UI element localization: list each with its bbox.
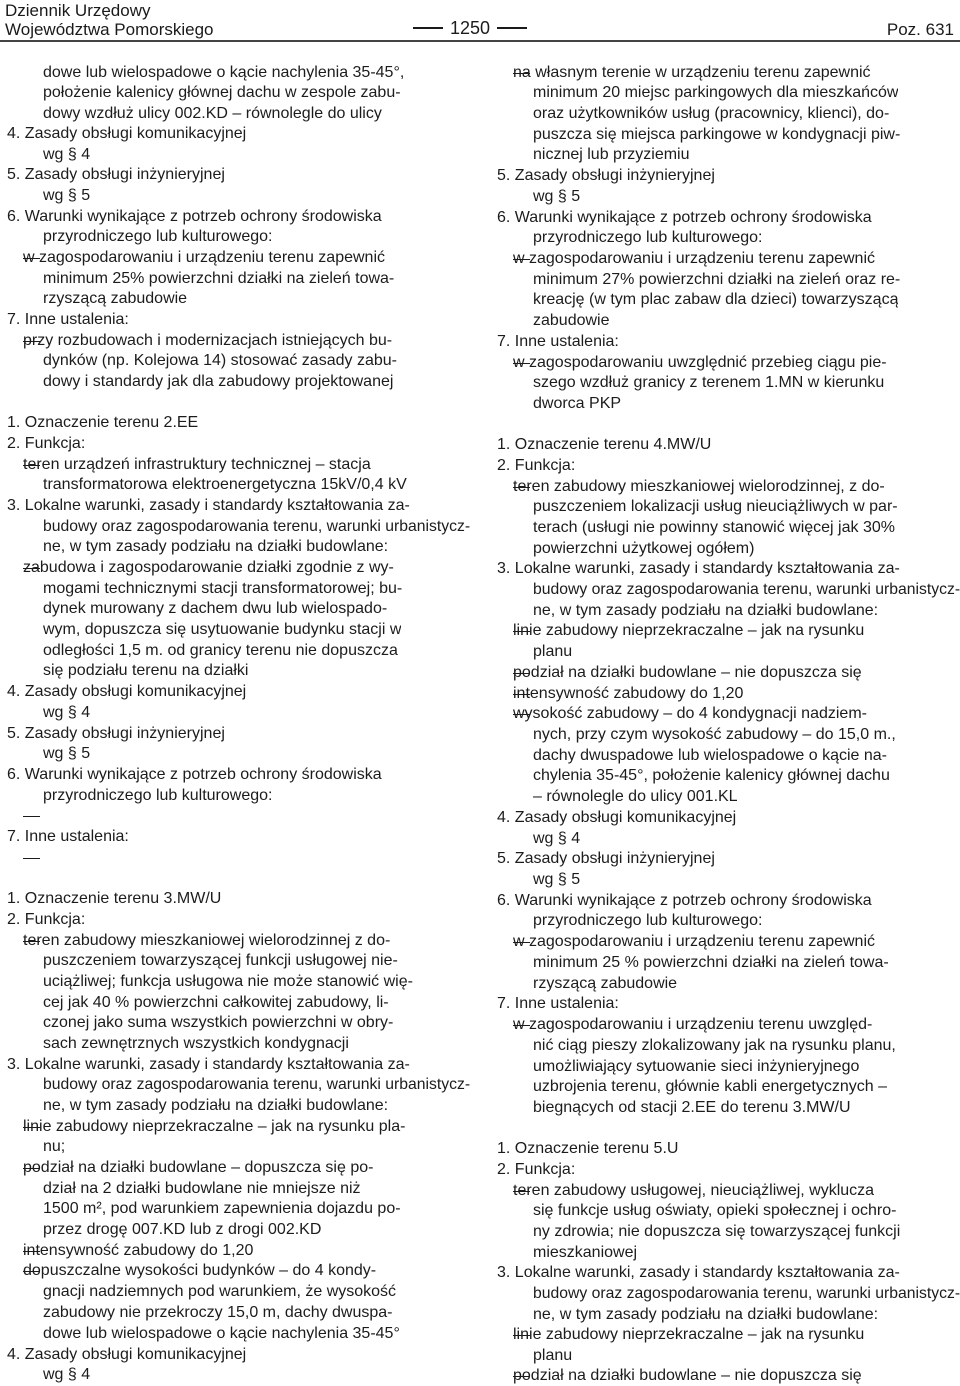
page-number: 1250 (450, 17, 491, 38)
text-line: 5. Zasady obsługi inżynieryjnej (7, 725, 225, 742)
text-line: wg § 5 (43, 187, 91, 204)
text-line: przyrodniczego lub kulturowego: (43, 787, 273, 804)
text-line: – równolegle do ulicy 001.KL (533, 788, 738, 805)
text-line: kreację (w tym plac zabaw dla dzieci) towarzyszącą (533, 291, 899, 308)
text-line: wg § 4 (43, 146, 91, 163)
text-line: wg § 5 (533, 188, 581, 205)
text-line: teren zabudowy usługowej, nieuciążliwej, wyklucza (513, 1182, 875, 1199)
page-number-group (413, 18, 545, 38)
dash-bullet (23, 816, 40, 817)
text-line: 4. Zasady obsługi komunikacyjnej (7, 683, 247, 700)
header-divider (0, 40, 960, 42)
text-line: wysokość zabudowy – do 4 kondygnacji nadziem- (513, 705, 867, 722)
text-line: zabudowie (533, 312, 610, 329)
text-line: uciążliwej; funkcja usługowa nie może stanowić wię- (43, 973, 413, 990)
text-line: podział na działki budowlane – nie dopuszcza się (513, 1367, 862, 1384)
text-line: linie zabudowy nieprzekraczalne – jak na rysunku pla- (23, 1118, 406, 1135)
text-line: w zagospodarowaniu i urządzeniu terenu zapewnić (23, 249, 385, 266)
text-line: dopuszczalne wysokości budynków – do 4 kondy- (23, 1262, 377, 1279)
text-line: ne, w tym zasady podziału na działki budowlane: (43, 538, 389, 555)
text-line: 3. Lokalne warunki, zasady i standardy kształtowania za- (7, 1056, 410, 1073)
page-header (0, 0, 960, 42)
text-line: 7. Inne ustalenia: (7, 311, 129, 328)
text-line: w zagospodarowaniu i urządzeniu terenu zapewnić (513, 250, 875, 267)
text-line: 2. Funkcja: (497, 457, 576, 474)
text-line: linie zabudowy nieprzekraczalne – jak na rysunku (513, 1326, 865, 1343)
text-line: 6. Warunki wynikające z potrzeb ochrony środowiska (497, 209, 872, 226)
text-line: się funkcje usług oświaty, opieki społecznej i ochro- (533, 1202, 897, 1219)
text-line: budowy oraz zagospodarowania terenu, warunki urbanistycz- (43, 518, 471, 535)
text-line: oraz użytkowników usług (pracownicy, klienci), do- (533, 105, 890, 122)
text-line: czonej jako suma wszystkich powierzchni w obry- (43, 1014, 394, 1031)
text-line: rzyszącą zabudowie (43, 290, 188, 307)
text-line: linie zabudowy nieprzekraczalne – jak na rysunku (513, 622, 865, 639)
text-line: dowy wzdłuż ulicy 002.KD – równolegle do ulicy (43, 105, 382, 122)
text-line: teren urządzeń infrastruktury technicznej – stacja (23, 456, 371, 473)
text-line: dział na 2 działki budowlane nie mniejsze niż (43, 1180, 361, 1197)
text-line: puszcza się miejsca parkingowe w kondygnacji piw- (533, 126, 901, 143)
text-line: ne, w tym zasady podziału na działki budowlane: (43, 1097, 389, 1114)
text-line: wym, dopuszcza się usytuowanie budynku stacji w (43, 621, 402, 638)
text-line: wg § 4 (533, 830, 581, 847)
text-line: 1500 m², pod warunkiem zapewnienia dojazdu po- (43, 1200, 401, 1217)
text-line: zabudowy nie przekroczy 15,0 m, dachy dwuspa- (43, 1304, 393, 1321)
text-line: 7. Inne ustalenia: (497, 333, 619, 350)
text-line: teren zabudowy mieszkaniowej wielorodzinnej z do- (23, 932, 391, 949)
text-line: intensywność zabudowy do 1,20 (513, 685, 744, 702)
text-line: 2. Funkcja: (497, 1161, 576, 1178)
text-line: puszczeniem towarzyszącej funkcji usługowej nie- (43, 952, 398, 969)
text-line: przyrodniczego lub kulturowego: (533, 912, 763, 929)
text-line: terach (usługi nie powinny stanowić więcej jak 30% (533, 519, 895, 536)
text-line: minimum 25 % powierzchni działki na zieleń towa- (533, 954, 889, 971)
text-line: 7. Inne ustalenia: (497, 995, 619, 1012)
text-line: dynków (np. Kolejowa 14) stosować zasady zabu- (43, 352, 397, 369)
text-line: dowe lub wielospadowe o kącie nachylenia 35-45°, (43, 64, 405, 81)
text-line: przez drogę 007.KD lub z drogi 002.KD (43, 1221, 322, 1238)
text-line: dachy dwuspadowe lub wielospadowe o kącie na- (533, 747, 887, 764)
position-number: Poz. 631 (886, 20, 954, 39)
text-line: minimum 25% powierzchni działki na zieleń towa- (43, 270, 395, 287)
text-line: dowe lub wielospadowe o kącie nachylenia 35-45° (43, 1325, 400, 1342)
text-line: 5. Zasady obsługi inżynieryjnej (7, 166, 225, 183)
text-line: planu (533, 1347, 573, 1364)
text-line: 2. Funkcja: (7, 435, 86, 452)
text-line: przyrodniczego lub kulturowego: (533, 229, 763, 246)
text-line: zabudowa i zagospodarowanie działki zgodnie z wy- (23, 559, 394, 576)
text-line: wg § 5 (533, 871, 581, 888)
text-line: 1. Oznaczenie terenu 5.U (497, 1140, 679, 1157)
text-line: gnacji nadziemnych pod warunkiem, że wysokość (43, 1283, 397, 1300)
text-line: biegnących od stacji 2.EE do terenu 3.MW/U (533, 1099, 851, 1116)
text-line: w zagospodarowaniu i urządzeniu terenu uwzględ- (513, 1016, 873, 1033)
text-line: teren zabudowy mieszkaniowej wielorodzinnej, z do- (513, 478, 885, 495)
text-line: nić ciąg pieszy zlokalizowany jak na rysunku planu, (533, 1037, 896, 1054)
text-line: 4. Zasady obsługi komunikacyjnej (7, 125, 247, 142)
text-line: minimum 20 miejsc parkingowych dla mieszkańców (533, 84, 899, 101)
text-line: chylenia 35-45°, położenie kalenicy głównej dachu (533, 767, 890, 784)
text-line: puszczeniem lokalizacji usług nieuciążliwych w par- (533, 498, 898, 515)
text-line: na własnym terenie w urządzeniu terenu zapewnić (513, 64, 871, 81)
text-line: rzyszącą zabudowie (533, 975, 678, 992)
text-line: wg § 5 (43, 745, 91, 762)
text-line: 6. Warunki wynikające z potrzeb ochrony środowiska (497, 892, 872, 909)
text-line: 5. Zasady obsługi inżynieryjnej (497, 167, 715, 184)
text-line: minimum 27% powierzchni działki na zieleń oraz re- (533, 271, 901, 288)
text-line: 7. Inne ustalenia: (7, 828, 129, 845)
text-line: 3. Lokalne warunki, zasady i standardy kształtowania za- (497, 560, 900, 577)
text-line: wg § 4 (43, 1366, 91, 1383)
text-line: 5. Zasady obsługi inżynieryjnej (497, 850, 715, 867)
text-line: 6. Warunki wynikające z potrzeb ochrony środowiska (7, 766, 382, 783)
text-line: szego wzdłuż granicy z terenem 1.MN w kierunku (533, 374, 885, 391)
text-line: 3. Lokalne warunki, zasady i standardy kształtowania za- (497, 1264, 900, 1281)
text-line: przyrodniczego lub kulturowego: (43, 228, 273, 245)
text-line: 2. Funkcja: (7, 911, 86, 928)
text-line: w zagospodarowaniu uwzględnić przebieg ciągu pie- (513, 354, 887, 371)
text-line: dworca PKP (533, 395, 622, 412)
text-line: nicznej lub przyziemiu (533, 146, 690, 163)
text-line: mogami technicznymi stacji transformatorowej; bu- (43, 580, 403, 597)
text-line: w zagospodarowaniu i urządzeniu terenu zapewnić (513, 933, 875, 950)
text-line: ny zdrowia; nie dopuszcza się towarzyszącej funkcji (533, 1223, 901, 1240)
page-number-rule-right (497, 27, 527, 29)
text-line: dynek murowany z dachem dwu lub wielospado- (43, 600, 388, 617)
text-line: 4. Zasady obsługi komunikacyjnej (7, 1346, 247, 1363)
text-line: podział na działki budowlane – nie dopuszcza się (513, 664, 862, 681)
journal-title-line1: Dziennik Urzędowy (5, 1, 151, 20)
text-line: przy rozbudowach i modernizacjach istniejących bu- (23, 332, 393, 349)
text-line: 4. Zasady obsługi komunikacyjnej (497, 809, 737, 826)
text-line: nu; (43, 1138, 66, 1155)
journal-title-line2: Województwa Pomorskiego (5, 20, 214, 39)
text-line: podział na działki budowlane – dopuszcza się po- (23, 1159, 374, 1176)
text-line: dowy i standardy jak dla zabudowy projektowanej (43, 373, 394, 390)
text-line: 6. Warunki wynikające z potrzeb ochrony środowiska (7, 208, 382, 225)
text-line: budowy oraz zagospodarowania terenu, warunki urbanistycz- (43, 1076, 471, 1093)
text-line: ne, w tym zasady podziału na działki budowlane: (533, 602, 879, 619)
text-line: 3. Lokalne warunki, zasady i standardy kształtowania za- (7, 497, 410, 514)
text-line: umożliwiający sytuowanie sieci inżynieryjnego (533, 1058, 860, 1075)
text-line: mieszkaniowej (533, 1244, 638, 1261)
text-line: sach zewnętrznych wszystkich kondygnacji (43, 1035, 349, 1052)
text-line: 1. Oznaczenie terenu 2.EE (7, 414, 199, 431)
text-line: się podziału terenu na działki (43, 662, 249, 679)
text-line: transformatorowa elektroenergetyczna 15kV/0,4 kV (43, 476, 407, 493)
text-line: nych, przy czym wysokość zabudowy – do 15,0 m., (533, 726, 896, 743)
text-line: 1. Oznaczenie terenu 4.MW/U (497, 436, 712, 453)
text-line: położenie kalenicy głównej dachu w zespole zabu- (43, 84, 401, 101)
text-line: budowy oraz zagospodarowania terenu, warunki urbanistycz- (533, 1285, 960, 1302)
text-line: ne, w tym zasady podziału na działki budowlane: (533, 1306, 879, 1323)
text-line: budowy oraz zagospodarowania terenu, warunki urbanistycz- (533, 581, 960, 598)
text-line: intensywność zabudowy do 1,20 (23, 1242, 254, 1259)
page-number-rule-left (413, 27, 443, 29)
text-line: 1. Oznaczenie terenu 3.MW/U (7, 890, 222, 907)
text-line: uzbrojenia terenu, głównie kabli energetycznych – (533, 1078, 887, 1095)
text-line: odległości 1,5 m. od granicy terenu nie dopuszcza (43, 642, 398, 659)
text-line: planu (533, 643, 573, 660)
text-line: wg § 4 (43, 704, 91, 721)
dash-bullet (23, 858, 40, 859)
text-line: powierzchni użytkowej ogółem) (533, 540, 755, 557)
text-line: cej jak 40 % powierzchni całkowitej zabudowy, li- (43, 994, 389, 1011)
